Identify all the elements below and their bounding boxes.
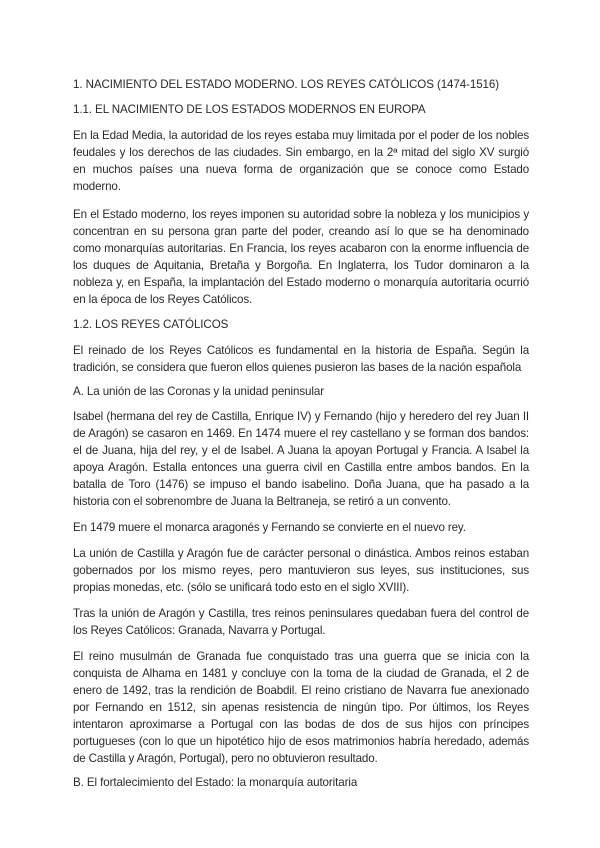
paragraph-5: En 1479 muere el monarca aragonés y Fernando se convierte en el nuevo rey. bbox=[73, 521, 466, 534]
document-title: 1. NACIMIENTO DEL ESTADO MODERNO. LOS REYES CATÓLICOS (1474-1516) bbox=[73, 78, 500, 91]
document-page bbox=[73, 77, 529, 791]
section-heading-1-1: 1.1. EL NACIMIENTO DE LOS ESTADOS MODERNOS EN EUROPA bbox=[73, 103, 426, 116]
paragraph-4: Isabel (hermana del rey de Castilla, Enrique IV) y Fernando (hijo y heredero del rey Juan II de Aragón) se casaron en 1469. En 1474 muere el rey castellano y se forman dos bandos: el de Juana, hija del rey, y el de Isabel. A Juana la apoyan Portugal y Francia. A Isabel la apoya Aragón. Estalla entonces una guerra civil en Castilla entre ambos bandos. En la batalla de Toro (1476) se impuso el bando isabelino. Doña Juana, que ha pasado a la historia con el sobrenombre de Juana la Beltraneja, se retiró a un convento. bbox=[73, 410, 529, 508]
subsection-heading-a: A. La unión de las Coronas y la unidad peninsular bbox=[73, 385, 324, 398]
paragraph-3: El reinado de los Reyes Católicos es fundamental en la historia de España. Según la tradición, se considera que fueron ellos quienes pusieron las bases de la nación española bbox=[73, 344, 529, 374]
subsection-heading-b: B. El fortalecimiento del Estado: la monarquía autoritaria bbox=[73, 776, 358, 789]
paragraph-8: El reino musulmán de Granada fue conquistado tras una guerra que se inicia con la conquista de Alhama en 1481 y concluye con la toma de la ciudad de Granada, el 2 de enero de 1492, tras la rendición de Boabdil. El reino cristiano de Navarra fue anexionado por Fernando en 1512, sin apenas resistencia de ningún tipo. Por últimos, los Reyes intentaron aproximarse a Portugal con las bodas de dos de sus hijos con príncipes portugueses (con lo que un hipotético hijo de esos matrimonios habría heredado, además de Castilla y Aragón, Portugal), pero no obtuvieron resultado. bbox=[73, 650, 529, 765]
paragraph-1: En la Edad Media, la autoridad de los reyes estaba muy limitada por el poder de los nobles feudales y los derechos de las ciudades. Sin embargo, en la 2ª mitad del siglo XV surgió en muchos países una nueva forma de organización que se conoce como Estado moderno. bbox=[73, 129, 529, 193]
section-heading-1-2: 1.2. LOS REYES CATÓLICOS bbox=[73, 318, 229, 331]
paragraph-7: Tras la unión de Aragón y Castilla, tres reinos peninsulares quedaban fuera del control de los Reyes Católicos: Granada, Navarra y Portugal. bbox=[73, 607, 529, 637]
paragraph-2: En el Estado moderno, los reyes imponen su autoridad sobre la nobleza y los municipios y concentran en su persona gran parte del poder, creando así lo que se ha denominado como monarquías autoritarias. En Francia, los reyes acabaron con la enorme influencia de los duques de Aquitania, Bretaña y Borgoña. En Inglaterra, los Tudor dominaron a la nobleza y, en España, la implantación del Estado moderno o monarquía autoritaria ocurrió en la época de los Reyes Católicos. bbox=[73, 208, 529, 306]
paragraph-6: La unión de Castilla y Aragón fue de carácter personal o dinástica. Ambos reinos estaban gobernados por los mismo reyes, pero mantuvieron sus leyes, sus instituciones, sus propias monedas, etc. (sólo se unificará todo esto en el siglo XVIII). bbox=[73, 547, 529, 594]
